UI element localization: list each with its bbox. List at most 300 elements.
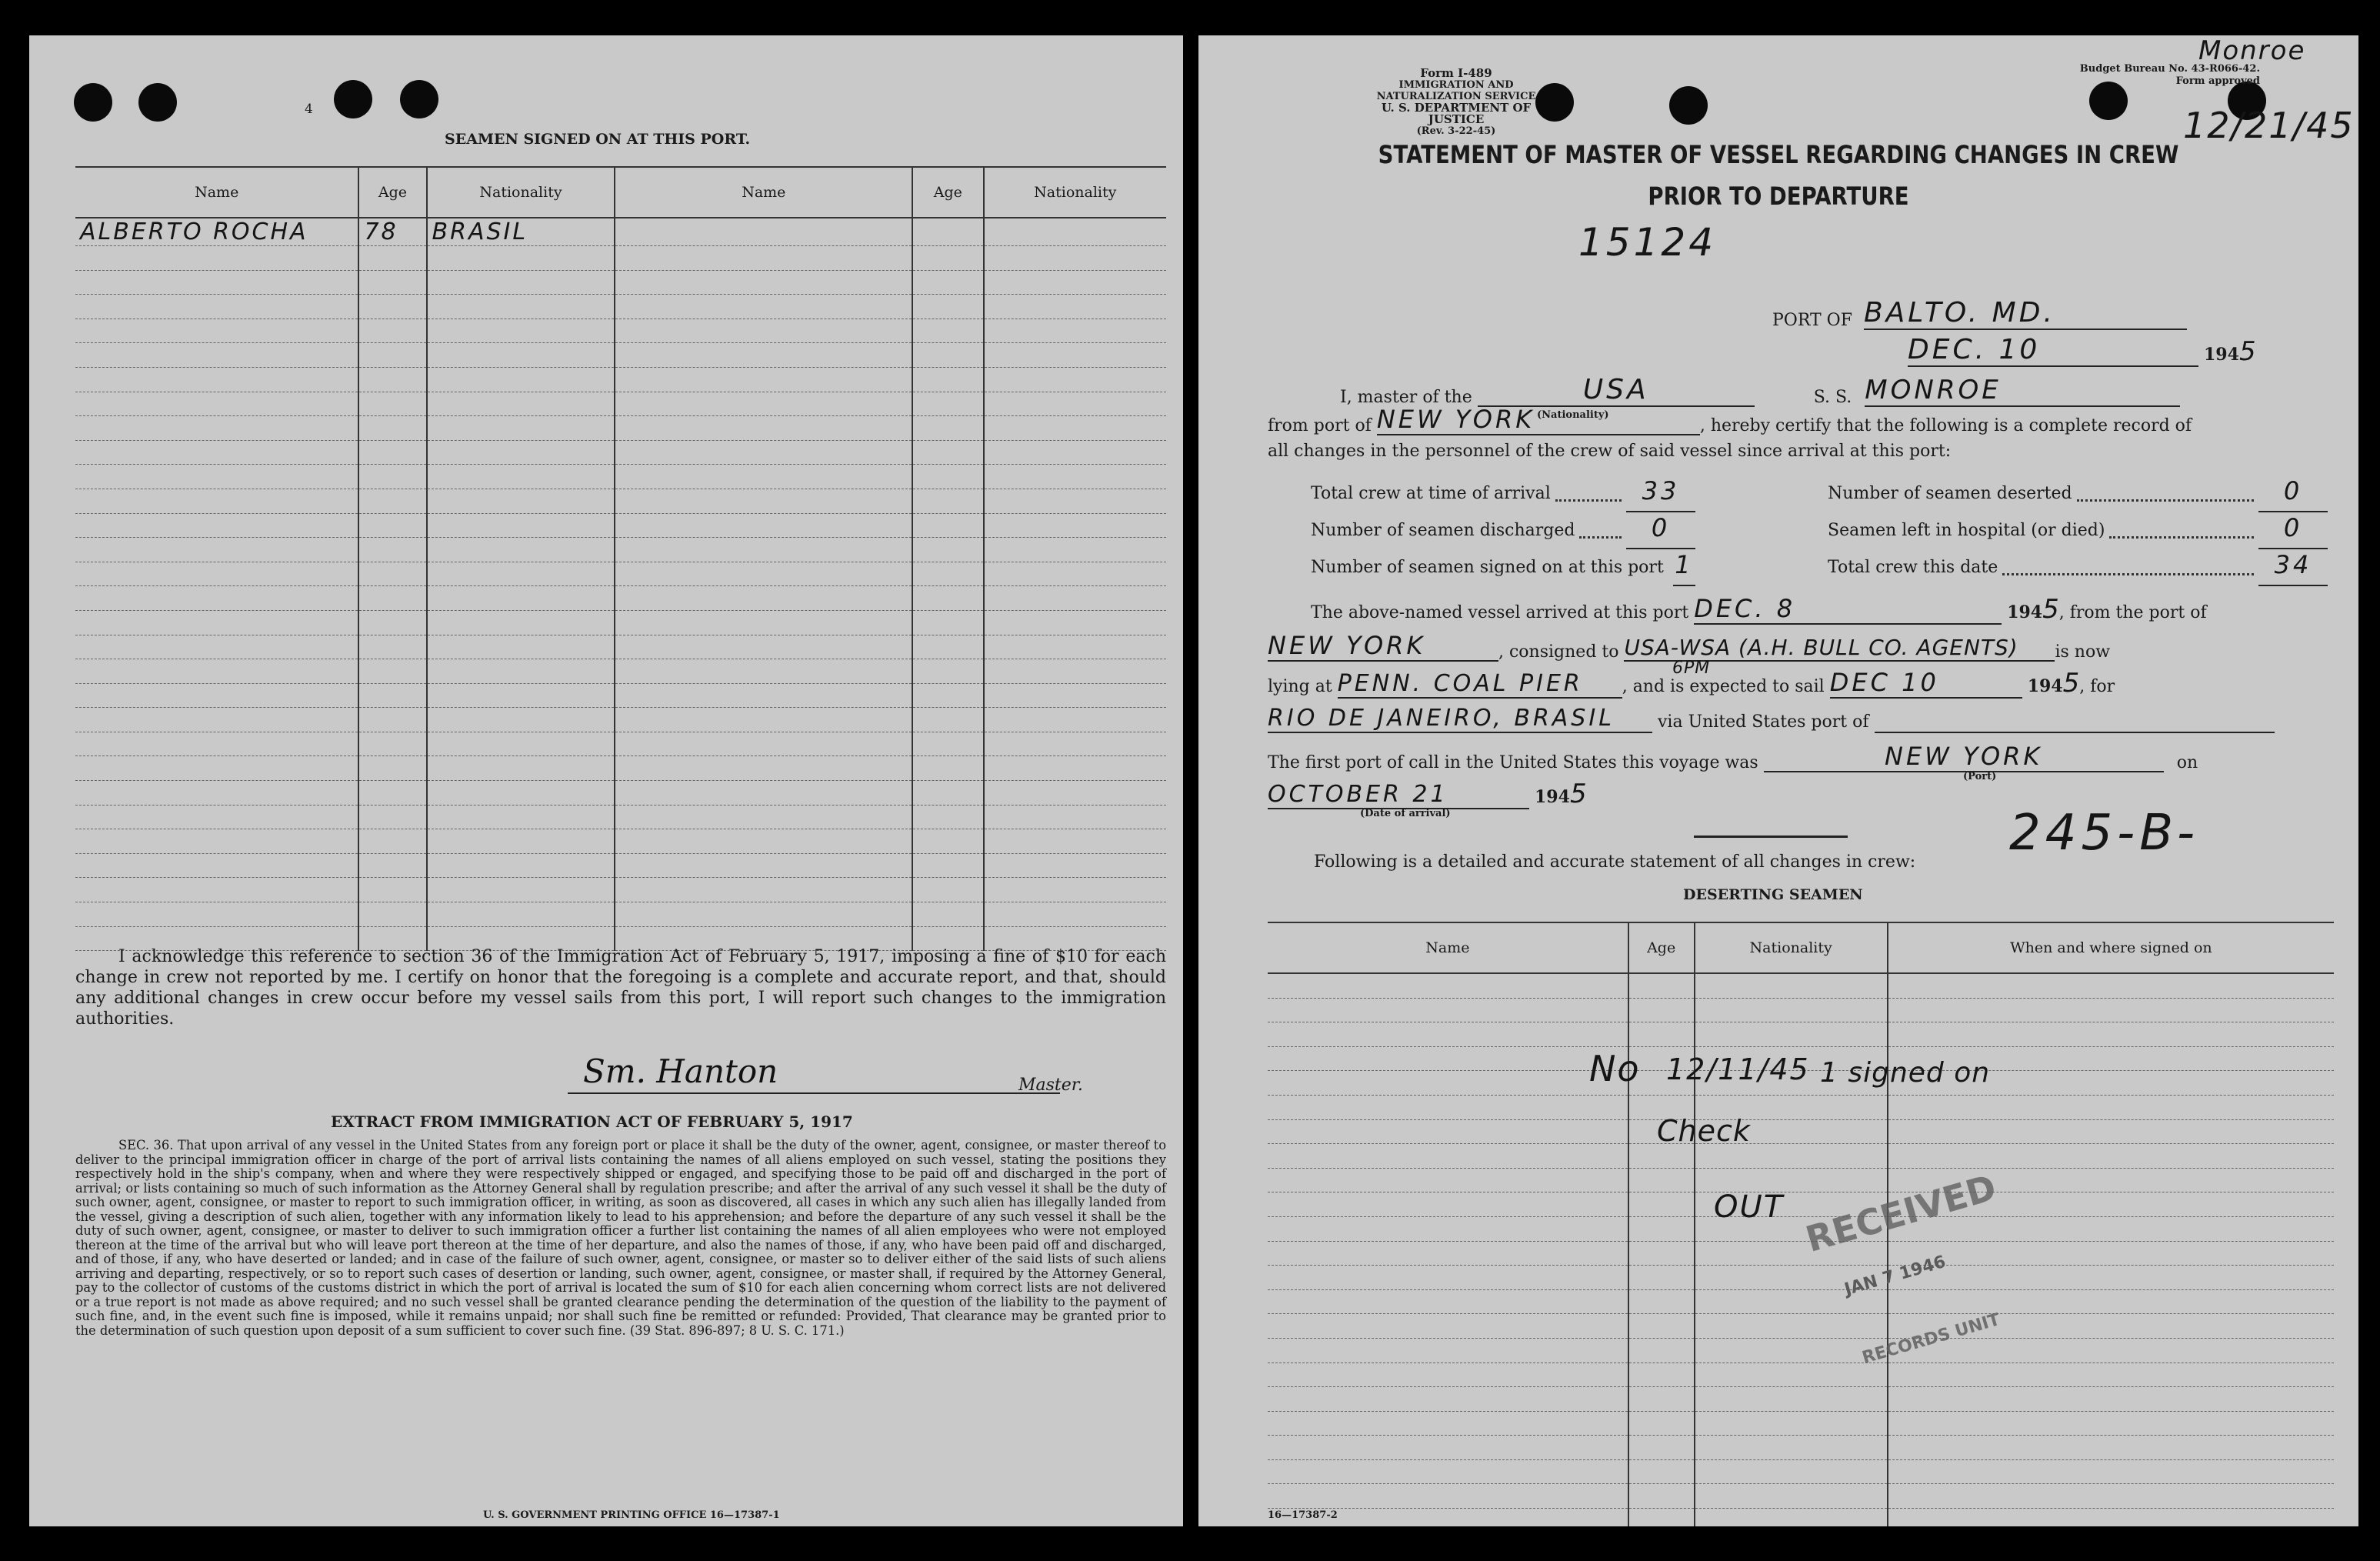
signed-on-table (75, 166, 1166, 951)
empty-cell (615, 659, 912, 684)
stat-value: 0 (2258, 512, 2328, 549)
empty-cell (912, 853, 983, 878)
empty-cell (358, 465, 426, 489)
empty-cell (984, 902, 1166, 927)
empty-cell (615, 805, 912, 829)
stat-row (1311, 475, 1695, 512)
empty-cell (427, 756, 615, 781)
table-row (1268, 1144, 2334, 1169)
empty-cell (427, 343, 615, 368)
left-page (29, 35, 1183, 1526)
empty-cell (1628, 1411, 1695, 1436)
right-page (1198, 35, 2358, 1526)
empty-cell (427, 683, 615, 708)
empty-cell (427, 829, 615, 854)
empty-cell (358, 610, 426, 635)
sail-time: 6PM (1672, 659, 1711, 678)
empty-cell (984, 805, 1166, 829)
stat-row (1828, 549, 2328, 586)
table-row (75, 218, 1166, 246)
table-row (75, 416, 1166, 441)
empty-cell (358, 246, 426, 271)
empty-cell (1888, 1363, 2334, 1387)
empty-cell (427, 295, 615, 319)
table-row (1268, 1168, 2334, 1192)
empty-cell (358, 367, 426, 392)
year-prefix: 194 (2007, 602, 2043, 622)
year-prefix: 194 (1535, 787, 1570, 807)
empty-cell (912, 465, 983, 489)
empty-cell (75, 392, 358, 416)
table-row (1268, 1289, 2334, 1314)
table-row (75, 343, 1166, 368)
table-row (1268, 1022, 2334, 1047)
empty-cell (1628, 1338, 1695, 1363)
date-of-arrival-caption: (Date of arrival) (1360, 808, 1451, 819)
empty-cell (984, 683, 1166, 708)
expected-label: , and is expected to sail (1622, 677, 1825, 696)
empty-cell (912, 586, 983, 611)
entry-name: ALBERTO ROCHA (75, 218, 358, 246)
stat-label: Total crew this date (1828, 558, 1998, 577)
empty-cell (912, 246, 983, 271)
first-port-label: The first port of call in the United States this voyage was (1268, 753, 1758, 772)
via-label: via United States port of (1658, 712, 1869, 732)
empty-cell (1268, 1119, 1628, 1144)
empty-cell (427, 513, 615, 538)
table-row (75, 392, 1166, 416)
corner-note-date: 12/21/45 (2183, 105, 2355, 146)
note-no: No (1589, 1048, 1641, 1089)
empty-cell (615, 878, 912, 902)
col-signed-on: When and where signed on (1888, 922, 2334, 973)
table-row (1268, 1411, 2334, 1436)
empty-cell (912, 805, 983, 829)
col-nationality: Nationality (1695, 922, 1888, 973)
empty-cell (427, 635, 615, 659)
empty-cell (615, 562, 912, 586)
empty-cell (912, 416, 983, 441)
stat-row (1828, 512, 2328, 549)
empty-cell (984, 586, 1166, 611)
stat-row (1828, 475, 2328, 512)
destination-line (1268, 705, 2275, 733)
empty-cell (912, 440, 983, 465)
col-age: Age (1628, 922, 1695, 973)
empty-cell (615, 513, 912, 538)
is-now: is now (2055, 642, 2111, 662)
empty-cell (1268, 998, 1628, 1022)
empty-cell (912, 367, 983, 392)
empty-cell (615, 246, 912, 271)
empty-cell (615, 319, 912, 343)
arrival-year: 5 (1569, 779, 1587, 809)
empty-cell (358, 732, 426, 756)
empty-cell (358, 805, 426, 829)
empty-cell (427, 805, 615, 829)
empty-cell (615, 708, 912, 732)
empty-cell (1628, 998, 1695, 1022)
empty-cell (984, 610, 1166, 635)
on-label: on (2176, 753, 2198, 772)
empty-cell (984, 708, 1166, 732)
empty-cell (75, 513, 358, 538)
empty-cell (1628, 1459, 1695, 1484)
empty-cell (1888, 1095, 2334, 1119)
port-line (1772, 297, 2187, 330)
empty-cell (75, 295, 358, 319)
empty-cell (1628, 1022, 1695, 1047)
empty-cell (75, 489, 358, 513)
empty-cell (75, 246, 358, 271)
empty-cell (75, 416, 358, 441)
extract-heading: EXTRACT FROM IMMIGRATION ACT OF FEBRUARY 5, 1917 (331, 1112, 853, 1131)
gpo-footer: U. S. GOVERNMENT PRINTING OFFICE 16—17387-1 (483, 1509, 780, 1521)
stat-value: 0 (2258, 475, 2328, 512)
file-number: 15124 (1578, 220, 1717, 265)
empty-cell (1695, 1338, 1888, 1363)
empty-cell (358, 270, 426, 295)
empty-cell (75, 343, 358, 368)
year-value: 5 (2238, 336, 2256, 367)
empty-cell (427, 392, 615, 416)
empty-cell (1888, 1022, 2334, 1047)
empty-cell (912, 319, 983, 343)
table-row (75, 295, 1166, 319)
col-name: Name (615, 167, 912, 218)
empty-cell (615, 416, 912, 441)
received-stamp: RECEIVED (1801, 1166, 2001, 1261)
table-row (75, 659, 1166, 684)
empty-cell (1268, 1071, 1628, 1096)
table-row (1268, 1266, 2334, 1290)
empty-cell (615, 781, 912, 806)
empty-cell (75, 829, 358, 854)
stats-left (1311, 475, 1695, 586)
empty-cell (1628, 1168, 1695, 1192)
empty-cell (1628, 1484, 1695, 1509)
stat-label: Number of seamen discharged (1311, 521, 1575, 540)
empty-cell (75, 270, 358, 295)
empty-cell (75, 732, 358, 756)
punch-hole (1669, 86, 1708, 125)
empty-cell (912, 732, 983, 756)
empty-cell (1888, 1509, 2334, 1526)
empty-cell (427, 853, 615, 878)
arrived-label: The above-named vessel arrived at this port (1311, 603, 1689, 622)
table-row (75, 756, 1166, 781)
table-row (75, 853, 1166, 878)
empty-cell (427, 489, 615, 513)
empty-cell (358, 708, 426, 732)
empty-cell (1268, 1459, 1628, 1484)
form-approved: Form approved (2175, 75, 2260, 87)
empty-cell (984, 319, 1166, 343)
separator-rule (1694, 836, 1848, 838)
table-row (1268, 1387, 2334, 1412)
first-port-line (1268, 742, 2198, 772)
empty-cell (984, 440, 1166, 465)
empty-cell (912, 781, 983, 806)
empty-cell (1268, 1387, 1628, 1412)
empty-cell (984, 343, 1166, 368)
empty-cell (1628, 1192, 1695, 1217)
empty-cell (984, 635, 1166, 659)
empty-cell (75, 538, 358, 562)
arrived-date: DEC. 8 (1694, 594, 2002, 625)
empty-cell (912, 829, 983, 854)
empty-cell (615, 756, 912, 781)
col-name: Name (75, 167, 358, 218)
empty-cell (615, 683, 912, 708)
master-signature: Sm. Hanton (583, 1052, 778, 1090)
empty-cell (1888, 1144, 2334, 1169)
empty-cell (1628, 973, 1695, 998)
gpo-footer: 16—17387-2 (1268, 1509, 1338, 1521)
empty-cell (1888, 1484, 2334, 1509)
port-value: BALTO. MD. (1864, 297, 2187, 330)
empty-cell (912, 902, 983, 927)
empty-cell (427, 708, 615, 732)
arrival-date-value: OCTOBER 21 (1268, 781, 1529, 809)
empty-cell (984, 246, 1166, 271)
signed-on-heading: SEAMEN SIGNED ON AT THIS PORT. (445, 131, 751, 148)
sail-year: 5 (2062, 668, 2080, 699)
empty-cell (75, 367, 358, 392)
table-row (75, 635, 1166, 659)
budget-bureau: Budget Bureau No. 43-R066-42. (2079, 63, 2260, 75)
arrived-year: 5 (2042, 594, 2059, 625)
empty-cell (1888, 1216, 2334, 1241)
via-blank (1875, 712, 2275, 733)
page-number: 4 (305, 102, 313, 117)
empty-cell (358, 829, 426, 854)
col-nationality: Nationality (984, 167, 1166, 218)
table-row (75, 610, 1166, 635)
empty-cell (984, 465, 1166, 489)
table-row (75, 465, 1166, 489)
table-row (75, 781, 1166, 806)
empty-cell (984, 367, 1166, 392)
consigned-label: , consigned to (1498, 642, 1619, 662)
table-row (1268, 1314, 2334, 1339)
empty-cell (1695, 1459, 1888, 1484)
empty-cell (1888, 1241, 2334, 1266)
empty-cell (984, 878, 1166, 902)
empty-cell (1888, 1436, 2334, 1460)
stat-leader (2109, 512, 2254, 539)
empty-cell (75, 781, 358, 806)
form-header (1368, 68, 1545, 137)
empty-cell (912, 756, 983, 781)
empty-cell (615, 586, 912, 611)
empty-cell (984, 756, 1166, 781)
punch-hole (74, 83, 112, 122)
stat-label: Seamen left in hospital (or died) (1828, 521, 2105, 540)
empty-cell (912, 343, 983, 368)
table-row (75, 708, 1166, 732)
empty-cell (358, 562, 426, 586)
empty-cell (615, 489, 912, 513)
empty-cell (1268, 1338, 1628, 1363)
empty-cell (615, 343, 912, 368)
empty-cell (1695, 1022, 1888, 1047)
empty-cell (427, 367, 615, 392)
col-name: Name (1268, 922, 1628, 973)
empty-cell (1888, 1459, 2334, 1484)
empty-cell (75, 805, 358, 829)
empty-cell (615, 610, 912, 635)
empty-cell (358, 440, 426, 465)
table-row (75, 902, 1166, 927)
nationality-caption: (Nationality) (1537, 409, 1609, 421)
year-prefix: 194 (2027, 676, 2063, 696)
empty-cell (984, 513, 1166, 538)
empty-cell (1268, 1144, 1628, 1169)
empty-cell (1628, 1509, 1695, 1526)
stat-value: 33 (1626, 475, 1695, 512)
punch-hole (400, 80, 438, 118)
empty-cell (984, 416, 1166, 441)
empty-cell (984, 829, 1166, 854)
empty-cell (358, 513, 426, 538)
stat-leader (1579, 512, 1622, 539)
empty-cell (358, 781, 426, 806)
punch-hole (138, 83, 177, 122)
section-36-text: SEC. 36. That upon arrival of any vessel in the United States from any foreign port or place it shall be the duty of the owner, agent, consignee, or master thereof to deliver to the principal immigration officer in charge of the port of arrival lists containing the names of all aliens employed on such vessel, stating the positions they respectively hold in the ship's company, when and where they were respectively shipped or engaged, and specifying those to be paid off and discharged in the port of arrival; or lists containing so much of such information as the Attorney General shall by regulation prescribe; and after the arrival of any such vessel it shall be the duty of such owner, agent, consignee, or master to report to such immigration officer, in writing, as soon as discovered, all cases in which any such alien has illegally landed from the vessel, giving a description of such alien, together with any information likely to lead to his apprehension; and before the departure of any such vessel it shall be the duty of such owner, agent, consignee, or master to deliver to such immigration officer a further list containing the names of all alien employees who were not employed thereon at the time of the arrival but who will leave port thereon at the time of her departure, and also the names of those, if any, who have been paid off and discharged, and of those, if any, who have deserted or landed; and in case of the failure of such owner, agent, consignee, or master so to deliver either of the said lists of such aliens arriving and departing, respectively, or so to report such cases of desertion or landing, such owner, agent, consignee, or master shall, if required by the Attorney General, pay to the collector of customs of the customs district in which the port of arrival is located the sum of $10 for each alien concerning whom correct lists are not delivered or a true report is not made as above required; and no such vessel shall be granted clearance pending the determination of the question of the liability to the payment of such fine, and, in the event such fine is imposed, while it remains unpaid; nor shall such fine be remitted or refunded: Provided, That clearance may be granted prior to the determination of such question upon deposit of a sum sufficient to cover such fine. (39 Stat. 896-897; 8 U. S. C. 171.) (75, 1138, 1166, 1338)
note-out: OUT (1714, 1189, 1785, 1225)
from-port-value: NEW YORK (1377, 405, 1700, 435)
empty-cell (1695, 1484, 1888, 1509)
table-row (75, 246, 1166, 271)
empty-cell (427, 440, 615, 465)
corner-note-vessel: Monroe (2198, 35, 2306, 66)
empty-cell (1268, 1095, 1628, 1119)
punch-hole (334, 80, 372, 118)
empty-cell (1888, 1119, 2334, 1144)
entry-nationality: BRASIL (427, 218, 615, 246)
note-check: Check (1657, 1114, 1751, 1148)
empty-cell (1888, 1411, 2334, 1436)
ss-label: S. S. (1813, 388, 1852, 407)
empty-cell (1268, 1289, 1628, 1314)
port-caption: (Port) (1963, 771, 1997, 782)
arrival-date-line (1268, 779, 1587, 809)
table-row (1268, 1459, 2334, 1484)
empty-cell (1628, 1241, 1695, 1266)
deserting-heading: DESERTING SEAMEN (1683, 886, 1863, 903)
agency-line-2: U. S. DEPARTMENT OF JUSTICE (1381, 101, 1532, 126)
empty-cell (912, 610, 983, 635)
date-value: DEC. 10 (1908, 334, 2198, 367)
empty-cell (1268, 1192, 1628, 1217)
empty-cell (75, 465, 358, 489)
empty-cell (427, 902, 615, 927)
budget-bureau-block (2060, 63, 2260, 88)
table-row (75, 732, 1166, 756)
consigned-value: USA-WSA (A.H. BULL CO. AGENTS) (1624, 635, 2055, 662)
empty-cell (984, 392, 1166, 416)
empty-cell (358, 635, 426, 659)
empty-cell (912, 392, 983, 416)
empty-cell (358, 853, 426, 878)
empty-cell (358, 683, 426, 708)
table-row (1268, 998, 2334, 1022)
table-row (75, 319, 1166, 343)
empty-cell (1888, 998, 2334, 1022)
table-row (75, 586, 1166, 611)
table-row (75, 270, 1166, 295)
empty-cell (1628, 1363, 1695, 1387)
empty-cell (75, 659, 358, 684)
master-label: Master. (1018, 1076, 1083, 1095)
empty-cell (427, 878, 615, 902)
empty-cell (615, 853, 912, 878)
empty-cell (912, 489, 983, 513)
empty-cell (1695, 973, 1888, 998)
note-date: 12/11/45 (1666, 1052, 1810, 1086)
empty-cell (984, 853, 1166, 878)
empty-cell (1268, 1022, 1628, 1047)
table-row (1268, 1509, 2334, 1526)
stat-leader (2077, 475, 2254, 502)
empty-cell (427, 246, 615, 271)
year-prefix: 194 (2204, 345, 2239, 365)
empty-cell (358, 902, 426, 927)
stat-leader (2002, 549, 2254, 575)
empty-cell (358, 878, 426, 902)
col-age: Age (912, 167, 983, 218)
deserting-table (1268, 922, 2334, 1526)
empty-cell (984, 218, 1166, 246)
table-row (75, 513, 1166, 538)
stat-value: 34 (2258, 549, 2328, 586)
stat-value: 1 (1673, 549, 1695, 586)
table-row (1268, 1192, 2334, 1217)
port-label: PORT OF (1772, 311, 1852, 330)
sail-date: DEC 10 (1830, 668, 2022, 699)
reference-code: 245-B- (2009, 805, 2200, 862)
consigned-line (1268, 631, 2110, 662)
empty-cell (912, 270, 983, 295)
for-label: , for (2079, 677, 2115, 696)
empty-cell (984, 270, 1166, 295)
empty-cell (615, 392, 912, 416)
empty-cell (75, 683, 358, 708)
empty-cell (1268, 1484, 1628, 1509)
following-text: Following is a detailed and accurate statement of all changes in crew: (1314, 852, 1916, 872)
empty-cell (358, 416, 426, 441)
form-number: Form I-489 (1420, 66, 1492, 80)
empty-cell (75, 319, 358, 343)
empty-cell (1268, 1411, 1628, 1436)
empty-cell (1628, 1289, 1695, 1314)
empty-cell (75, 708, 358, 732)
empty-cell (75, 902, 358, 927)
empty-cell (912, 562, 983, 586)
empty-cell (1268, 1168, 1628, 1192)
empty-cell (427, 416, 615, 441)
table-row (75, 367, 1166, 392)
empty-cell (912, 538, 983, 562)
title-line-2: PRIOR TO DEPARTURE (1648, 182, 1909, 211)
empty-cell (75, 610, 358, 635)
empty-cell (75, 440, 358, 465)
empty-cell (615, 635, 912, 659)
stat-label: Total crew at time of arrival (1311, 484, 1551, 503)
acknowledgment-text: I acknowledge this reference to section 36 of the Immigration Act of February 5, 1917, imposing a fine of $10 for each change in crew not reported by me. I certify on honor that the foregoing is a complete and accurate report, and that, should any additional changes in crew occur before my vessel sails from this port, I will report such changes to the immigration authorities. (75, 947, 1166, 1029)
empty-cell (75, 878, 358, 902)
